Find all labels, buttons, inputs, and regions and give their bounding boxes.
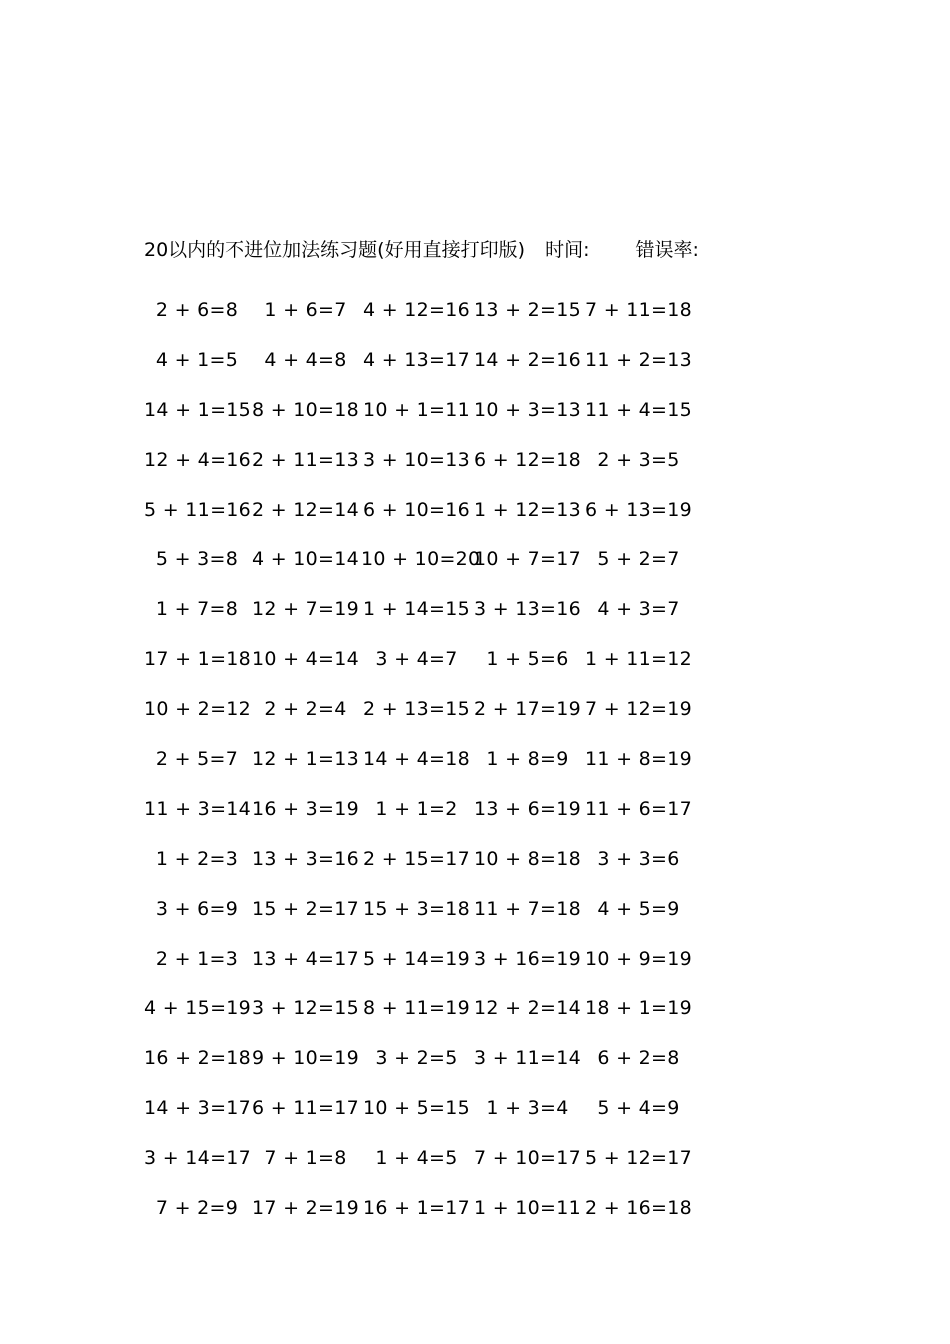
problem-row [144, 1083, 704, 1133]
problem-item: 4 + 13=17 [362, 348, 471, 371]
problem-item: 14 + 2=16 [473, 348, 582, 371]
problem-item: 11 + 6=17 [584, 797, 693, 820]
problem-item: 3 + 4=7 [375, 648, 458, 671]
problem-item: 11 + 2=13 [584, 348, 693, 371]
problem-item: 4 + 3=7 [597, 598, 680, 621]
problem-item: 1 + 1=2 [375, 797, 458, 820]
problem-row [144, 534, 704, 584]
problem-item: 7 + 1=8 [264, 1147, 347, 1170]
problem-item: 4 + 4=8 [264, 348, 347, 371]
problem-item: 5 + 4=9 [597, 1097, 680, 1120]
problem-item: 2 + 15=17 [362, 847, 471, 870]
problem-item: 10 + 5=15 [362, 1097, 471, 1120]
problem-item: 15 + 3=18 [362, 897, 471, 920]
problem-row [144, 834, 704, 884]
problem-item: 5 + 11=16 [144, 498, 252, 521]
worksheet-title: 20以内的不进位加法练习题(好用直接打印版) [144, 239, 526, 261]
problem-item: 13 + 3=16 [251, 847, 360, 870]
problem-item: 10 + 8=18 [473, 847, 582, 870]
problem-item: 14 + 4=18 [362, 747, 471, 770]
problem-item: 2 + 17=19 [473, 698, 582, 721]
problem-item: 2 + 6=8 [155, 298, 239, 321]
problem-item: 12 + 2=14 [473, 997, 582, 1020]
problem-item: 17 + 2=19 [251, 1196, 360, 1219]
problem-item: 11 + 3=14 [144, 797, 252, 820]
problem-item: 1 + 12=13 [473, 498, 582, 521]
error-rate-label: 错误率: [635, 239, 699, 261]
problem-row [144, 1033, 704, 1083]
problem-item: 1 + 4=5 [375, 1147, 458, 1170]
problem-item: 1 + 3=4 [486, 1097, 569, 1120]
problem-item: 14 + 1=15 [144, 398, 252, 421]
problem-item: 12 + 7=19 [251, 598, 360, 621]
problem-item: 3 + 12=15 [251, 997, 360, 1020]
problem-item: 4 + 12=16 [362, 298, 471, 321]
problem-item: 1 + 11=12 [584, 648, 693, 671]
problem-row [144, 335, 704, 385]
problem-item: 7 + 11=18 [584, 298, 693, 321]
problem-item: 3 + 14=17 [144, 1147, 252, 1170]
problem-item: 7 + 2=9 [155, 1196, 239, 1219]
problem-item: 10 + 10=20 [361, 548, 481, 571]
problem-item: 14 + 3=17 [144, 1097, 252, 1120]
worksheet-header [144, 236, 699, 264]
problem-item: 4 + 15=19 [144, 997, 252, 1020]
time-label: 时间: [545, 239, 590, 261]
problem-item: 3 + 3=6 [597, 847, 680, 870]
problem-item: 16 + 2=18 [144, 1047, 252, 1070]
problem-item: 10 + 2=12 [144, 698, 252, 721]
problem-grid [144, 285, 704, 1233]
problem-item: 6 + 10=16 [362, 498, 471, 521]
problem-item: 17 + 1=18 [144, 648, 252, 671]
problem-item: 1 + 10=11 [473, 1196, 582, 1219]
problem-item: 9 + 10=19 [251, 1047, 360, 1070]
problem-item: 12 + 4=16 [144, 448, 252, 471]
problem-row [144, 934, 704, 984]
problem-item: 4 + 5=9 [597, 897, 680, 920]
problem-item: 12 + 1=13 [251, 747, 360, 770]
problem-row [144, 435, 704, 485]
problem-item: 3 + 6=9 [155, 897, 239, 920]
problem-item: 6 + 2=8 [597, 1047, 680, 1070]
problem-item: 11 + 7=18 [473, 897, 582, 920]
problem-row [144, 684, 704, 734]
problem-item: 1 + 7=8 [155, 598, 239, 621]
problem-item: 3 + 11=14 [473, 1047, 582, 1070]
problem-item: 11 + 4=15 [584, 398, 693, 421]
problem-row [144, 584, 704, 634]
problem-item: 3 + 16=19 [473, 947, 582, 970]
problem-item: 3 + 13=16 [473, 598, 582, 621]
problem-item: 5 + 2=7 [597, 548, 680, 571]
problem-item: 10 + 4=14 [251, 648, 360, 671]
problem-item: 2 + 3=5 [597, 448, 680, 471]
problem-item: 7 + 10=17 [473, 1147, 582, 1170]
problem-row [144, 983, 704, 1033]
problem-item: 2 + 16=18 [584, 1196, 693, 1219]
problem-item: 1 + 6=7 [264, 298, 347, 321]
problem-item: 18 + 1=19 [584, 997, 693, 1020]
problem-item: 3 + 2=5 [375, 1047, 458, 1070]
problem-item: 8 + 11=19 [362, 997, 471, 1020]
problem-item: 11 + 8=19 [584, 747, 693, 770]
problem-row [144, 784, 704, 834]
problem-item: 13 + 4=17 [251, 947, 360, 970]
problem-item: 5 + 3=8 [155, 548, 239, 571]
problem-item: 10 + 3=13 [473, 398, 582, 421]
problem-item: 1 + 2=3 [155, 847, 239, 870]
problem-item: 16 + 3=19 [251, 797, 360, 820]
problem-item: 2 + 1=3 [155, 947, 239, 970]
problem-item: 13 + 6=19 [473, 797, 582, 820]
problem-row [144, 385, 704, 435]
problem-item: 10 + 1=11 [362, 398, 471, 421]
problem-row [144, 634, 704, 684]
problem-item: 15 + 2=17 [251, 897, 360, 920]
problem-item: 5 + 14=19 [362, 947, 471, 970]
problem-item: 13 + 2=15 [473, 298, 582, 321]
problem-row [144, 734, 704, 784]
problem-row [144, 285, 704, 335]
problem-item: 1 + 14=15 [362, 598, 471, 621]
problem-item: 2 + 12=14 [251, 498, 360, 521]
problem-item: 2 + 5=7 [155, 747, 239, 770]
problem-item: 1 + 5=6 [486, 648, 569, 671]
problem-item: 6 + 13=19 [584, 498, 693, 521]
problem-item: 2 + 2=4 [264, 698, 347, 721]
problem-item: 3 + 10=13 [362, 448, 471, 471]
problem-row [144, 1133, 704, 1183]
problem-item: 1 + 8=9 [486, 747, 569, 770]
problem-item: 4 + 1=5 [155, 348, 239, 371]
problem-item: 10 + 9=19 [584, 947, 693, 970]
problem-item: 6 + 11=17 [251, 1097, 360, 1120]
problem-item: 4 + 10=14 [251, 548, 360, 571]
problem-item: 2 + 13=15 [362, 698, 471, 721]
problem-item: 16 + 1=17 [362, 1196, 471, 1219]
problem-row [144, 884, 704, 934]
problem-item: 8 + 10=18 [251, 398, 360, 421]
problem-item: 7 + 12=19 [584, 698, 693, 721]
problem-item: 5 + 12=17 [584, 1147, 693, 1170]
problem-row [144, 485, 704, 535]
problem-row [144, 1183, 704, 1233]
problem-item: 2 + 11=13 [251, 448, 360, 471]
problem-item: 6 + 12=18 [473, 448, 582, 471]
problem-item: 10 + 7=17 [473, 548, 582, 571]
